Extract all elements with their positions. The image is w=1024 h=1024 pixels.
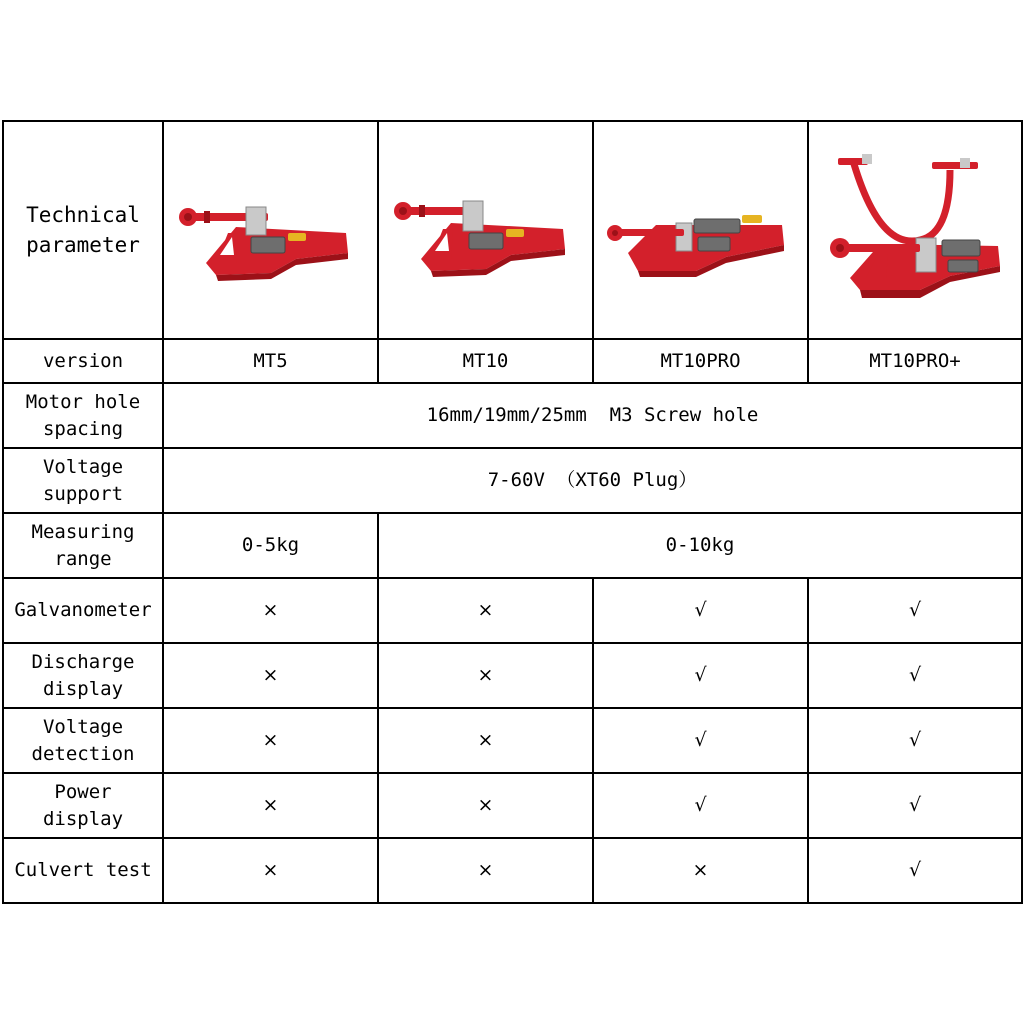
measuring-range-row	[3, 513, 1022, 578]
voltage-detection-mt10pro-plus: √	[808, 708, 1022, 773]
culvert-test-row	[3, 838, 1022, 903]
culvert-test-label: Culvert test	[3, 838, 163, 903]
motor-hole-spacing-label: Motor hole spacing	[3, 383, 163, 448]
technical-parameter-header: Technical parameter	[3, 121, 163, 339]
discharge-display-mt10pro: √	[593, 643, 808, 708]
product-cell-mt5	[163, 121, 378, 339]
galvanometer-mt10pro-plus: √	[808, 578, 1022, 643]
power-display-mt5: ×	[163, 773, 378, 838]
discharge-display-mt10: ×	[378, 643, 593, 708]
power-display-mt10: ×	[378, 773, 593, 838]
motor-hole-spacing-row	[3, 383, 1022, 448]
mt10-thrust-stand-icon	[391, 175, 581, 285]
version-row	[3, 339, 1022, 383]
culvert-test-mt10: ×	[378, 838, 593, 903]
discharge-display-row	[3, 643, 1022, 708]
culvert-test-mt5: ×	[163, 838, 378, 903]
voltage-support-label: Voltage support	[3, 448, 163, 513]
voltage-detection-mt10pro: √	[593, 708, 808, 773]
product-cell-mt10pro	[593, 121, 808, 339]
culvert-test-mt10pro-plus: √	[808, 838, 1022, 903]
version-mt10pro: MT10PRO	[593, 339, 808, 383]
mt5-thrust-stand-icon	[176, 175, 366, 285]
mt10pro-plus-thrust-stand-icon	[820, 150, 1010, 310]
voltage-support-value: 7-60V （XT60 Plug）	[163, 448, 1022, 513]
version-mt5: MT5	[163, 339, 378, 383]
measuring-range-mt5: 0-5kg	[163, 513, 378, 578]
discharge-display-mt5: ×	[163, 643, 378, 708]
voltage-detection-mt5: ×	[163, 708, 378, 773]
version-mt10: MT10	[378, 339, 593, 383]
power-display-label: Power display	[3, 773, 163, 838]
galvanometer-mt5: ×	[163, 578, 378, 643]
voltage-detection-row	[3, 708, 1022, 773]
version-label: version	[3, 339, 163, 383]
power-display-mt10pro-plus: √	[808, 773, 1022, 838]
power-display-row	[3, 773, 1022, 838]
measuring-range-label: Measuring range	[3, 513, 163, 578]
motor-hole-spacing-value: 16mm/19mm/25mm M3 Screw hole	[163, 383, 1022, 448]
version-mt10pro-plus: MT10PRO+	[808, 339, 1022, 383]
voltage-support-row	[3, 448, 1022, 513]
voltage-detection-mt10: ×	[378, 708, 593, 773]
product-cell-mt10	[378, 121, 593, 339]
galvanometer-label: Galvanometer	[3, 578, 163, 643]
power-display-mt10pro: √	[593, 773, 808, 838]
discharge-display-mt10pro-plus: √	[808, 643, 1022, 708]
header-row	[3, 121, 1022, 339]
mt10pro-thrust-stand-icon	[606, 175, 796, 285]
measuring-range-mt10-series: 0-10kg	[378, 513, 1022, 578]
spec-comparison-table	[2, 120, 1023, 904]
galvanometer-mt10: ×	[378, 578, 593, 643]
voltage-detection-label: Voltage detection	[3, 708, 163, 773]
product-cell-mt10pro-plus	[808, 121, 1022, 339]
galvanometer-mt10pro: √	[593, 578, 808, 643]
culvert-test-mt10pro: ×	[593, 838, 808, 903]
discharge-display-label: Discharge display	[3, 643, 163, 708]
galvanometer-row	[3, 578, 1022, 643]
